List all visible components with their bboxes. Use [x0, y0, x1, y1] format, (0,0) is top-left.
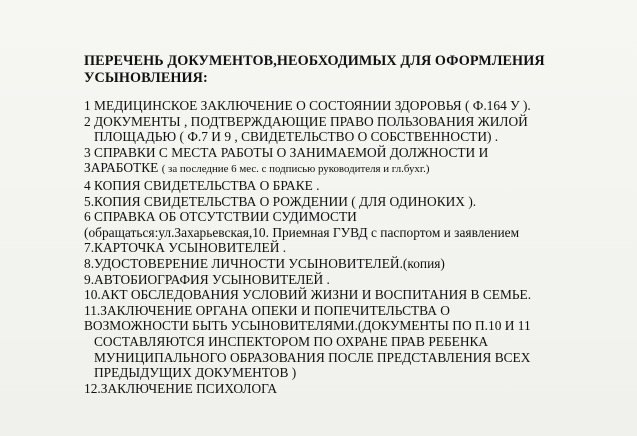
document-title-line-2: УСЫНОВЛЕНИЯ: [84, 70, 208, 86]
document-line-5-note: ( за последние 6 мес. с подписью руководителя и гл.бухг.) [161, 163, 430, 176]
document-line-8: 6 СПРАВКА ОБ ОТСУТСТВИИ СУДИМОСТИ [84, 209, 357, 225]
document-line-6: 4 КОПИЯ СВИДЕТЕЛЬСТВА О БРАКЕ . [84, 177, 320, 193]
document-line-5-main: ЗАРАБОТКЕ [84, 160, 159, 176]
document-title [84, 53, 604, 87]
document-line-15: ВОЗМОЖНОСТИ БЫТЬ УСЫНОВИТЕЛЯМИ.(ДОКУМЕНТЫ ПО П.10 И 11 [84, 318, 531, 334]
document-line-16: СОСТАВЛЯЮТСЯ ИНСПЕКТОРОМ ПО ОХРАНЕ ПРАВ РЕБЕНКА [94, 333, 489, 349]
document-line-17: МУНИЦИПАЛЬНОГО ОБРАЗОВАНИЯ ПОСЛЕ ПРЕДСТАВЛЕНИЯ ВСЕХ [94, 349, 531, 365]
document-line-11: 8.УДОСТОВЕРЕНИЕ ЛИЧНОСТИ УСЫНОВИТЕЛЕЙ.(копия) [84, 255, 445, 271]
document-line-1: 1 МЕДИЦИНСКОЕ ЗАКЛЮЧЕНИЕ О СОСТОЯНИИ ЗДОРОВЬЯ ( Ф.164 У ). [84, 98, 531, 113]
document-line-19: 12.ЗАКЛЮЧЕНИЕ ПСИХОЛОГА [84, 380, 278, 396]
document-line-7: 5.КОПИЯ СВИДЕТЕЛЬСТВА О РОЖДЕНИИ ( ДЛЯ ОДИНОКИХ ). [84, 193, 477, 209]
document-line-9: (обращаться:ул.Захарьевская,10. Приемная ГУВД с паспортом и заявлением [84, 224, 520, 240]
document-line-5 [84, 160, 629, 178]
document-line-2: 2 ДОКУМЕНТЫ , ПОДТВЕРЖДАЮЩИЕ ПРАВО ПОЛЬЗОВАНИЯ ЖИЛОЙ [84, 113, 528, 129]
document-line-14: 11.ЗАКЛЮЧЕНИЕ ОРГАНА ОПЕКИ И ПОПЕЧИТЕЛЬСТВА О [84, 302, 450, 318]
document-line-10: 7.КАРТОЧКА УСЫНОВИТЕЛЕЙ . [84, 240, 287, 256]
document-line-18: ПРЕДЫДУЩИХ ДОКУМЕНТОВ ) [94, 365, 297, 381]
document-line-13: 10.АКТ ОБСЛЕДОВАНИЯ УСЛОВИЙ ЖИЗНИ И ВОСПИТАНИЯ В СЕМЬЕ. [84, 287, 532, 303]
document-line-3: ПЛОЩАДЬЮ ( Ф.7 И 9 , СВИДЕТЕЛЬСТВО О СОБСТВЕННОСТИ) . [94, 129, 499, 145]
document-line-4: 3 СПРАВКИ С МЕСТА РАБОТЫ О ЗАНИМАЕМОЙ ДОЛЖНОСТИ И [84, 144, 489, 160]
document-title-line-1: ПЕРЕЧЕНЬ ДОКУМЕНТОВ,НЕОБХОДИМЫХ ДЛЯ ОФОРМЛЕНИЯ [84, 53, 545, 69]
document-line-12: 9.АВТОБИОГРАФИЯ УСЫНОВИТЕЛЕЙ . [84, 271, 330, 287]
document-list [84, 98, 629, 396]
